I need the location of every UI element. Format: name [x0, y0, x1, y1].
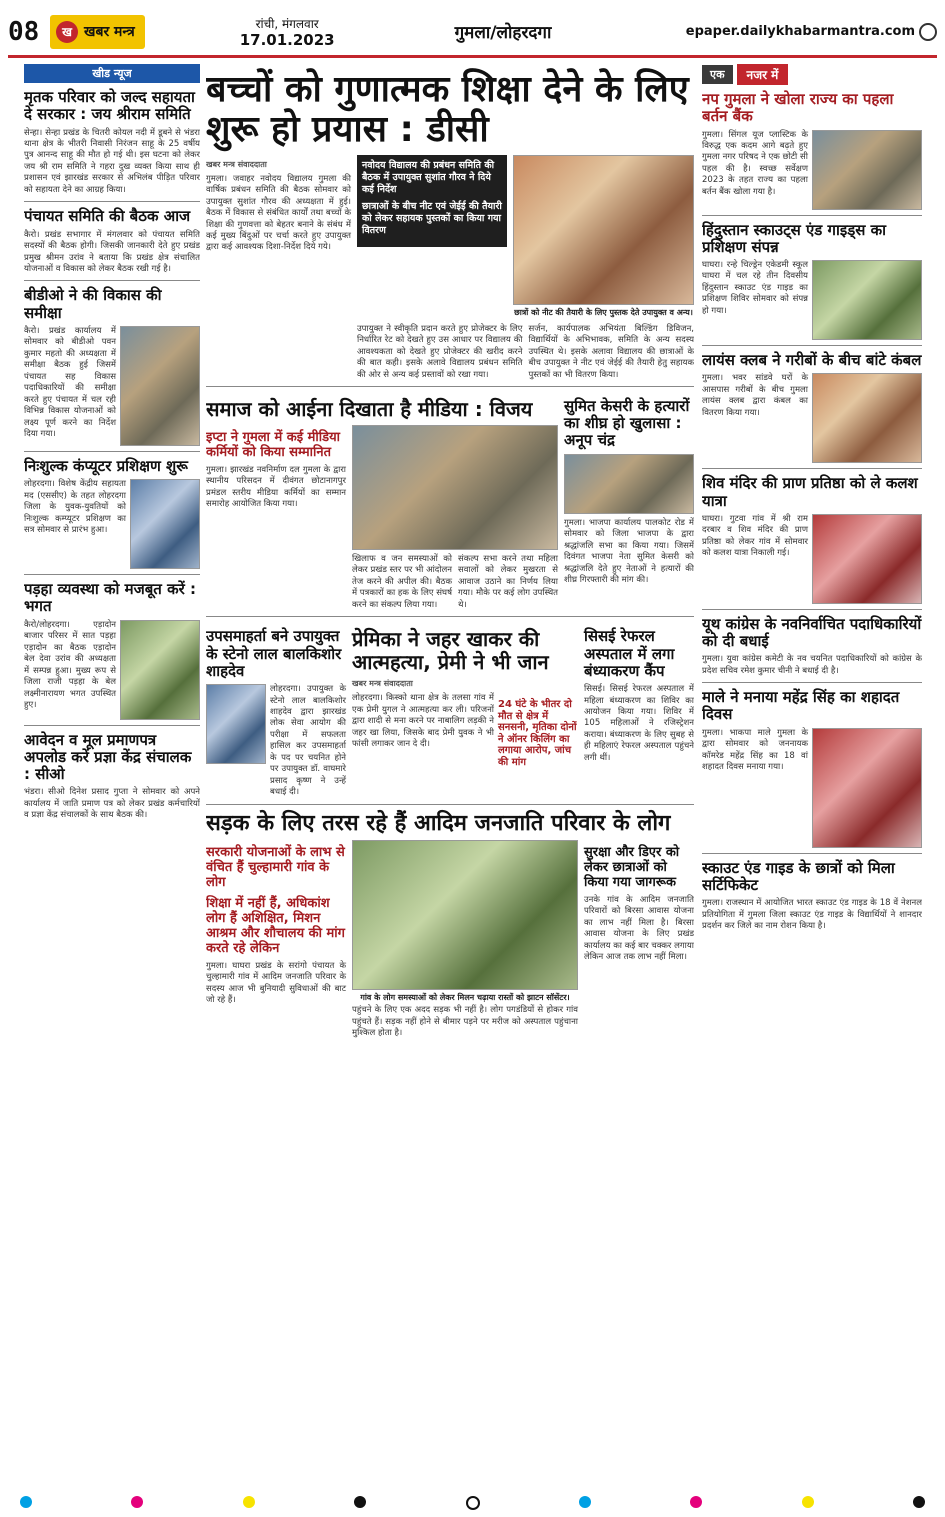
media-photo[interactable]	[352, 425, 558, 550]
story-headline[interactable]: यूथ कांग्रेस के नवनिर्वाचित पदाधिकारियों को दी बधाई	[702, 614, 922, 650]
story-text: गुमला। राजस्थान में आयोजित भारत स्काउट एंड गाइड के 18 वें नेशनल प्रतियोगिता में गुमला जिला स्काउट एंड गाइड के विद्यार्थियों ने शानदार प्रदर्शन कर जिले का नाम रोशन किया है।	[702, 898, 922, 932]
brand-badge[interactable]	[50, 15, 145, 49]
city-day: रांची, मंगलवार	[255, 16, 319, 31]
section-title: गुमला/लोहरदगा	[454, 23, 552, 43]
divider	[24, 201, 200, 202]
sadak-headline[interactable]: सड़क के लिए तरस रहे हैं आदिम जनजाति परिवार के लोग	[206, 810, 671, 836]
story-headline[interactable]: मृतक परिवार को जल्द सहायता दे सरकार : जय श्रीराम समिति	[24, 88, 195, 124]
upaskar-photo[interactable]	[206, 684, 266, 764]
registration-mark-icon	[466, 1496, 480, 1510]
photo-caption: गांव के लोग समस्याओं को लेकर मिलन चढ़ाया रास्तों को झाटन सॉसेंटर।	[360, 993, 570, 1003]
sumit-photo[interactable]	[564, 454, 694, 514]
divider	[702, 215, 922, 216]
divider	[206, 804, 694, 805]
registration-dot	[243, 1496, 255, 1508]
story-text: भंडरा। सीओ दिनेश प्रसाद गुप्ता ने सोमवार को अपने कार्यालय में जाति प्रमाण पत्र को लेकर प्रखंड कर्मचारियों व प्रज्ञा केंद्र संचालकों के साथ बैठक की।	[24, 787, 200, 821]
story-text: कैरो। प्रखंड कार्यालय में सोमवार को बीडीओ पवन कुमार महतो की अध्यक्षता में समीक्षा बैठक हुई जिसमें पंचायत सह विकास पदाधिकारियों की समीक्षा करते हुए पंचायत में चल रही विभिन्न विकास योजनाओं को लक्ष्य पूर्ण करने का निर्देश दिया गया।	[24, 325, 116, 440]
upaskar-text: लोहरदगा। उपायुक्त के स्टेनो लाल बालकिशोर शाहदेव द्वारा झारखंड लोक सेवा आयोग की परीक्षा में सफलता हासिल कर उपसमाहर्ता के पद पर चयनित होने पर उपायुक्त डॉ. वाघमारे प्रसाद कृष्ण ने उन्हें बधाई दी।	[270, 684, 346, 798]
story-photo[interactable]	[120, 326, 200, 446]
story-text: लोहरदगा। विशेष केंद्रीय सहायता मद (एससीए) के तहत लोहरदगा जिला के युवक-युवतियों को निःशुल्क कम्प्यूटर प्रशिक्षण का सत्र सोमवार से प्रारंभ हुआ।	[24, 479, 126, 536]
story-text: कैरो/लोहरदगा। एड़ादोन बाजार परिसर में सात पड़हा एड़ादोन का बैठक एड़ादोन बेल देवा उरांव की अध्यक्षता में सम्पन्न हुआ। मुख्य रूप से जिला राजी पड़हा के बेल लक्ष्मीनारायण भगत उपस्थित हुए।	[24, 619, 116, 710]
divider	[24, 451, 200, 452]
media-text: खिलाफ व जन समस्याओं को लेकर प्रखंड स्तर पर भी आंदोलन तेज करने की अपील की। बैठक में पत्रकारों का हक के लिए संघर्ष करने का संकल्प लिया गया।	[352, 553, 452, 610]
pointer-icon	[919, 23, 937, 41]
photo-caption: छात्रों को नीट की तैयारी के लिए पुस्तक देते उपायुक्त व अन्य।	[514, 307, 693, 317]
lead-text: सर्जन, कार्यपालक अभियंता बिल्डिंग डिविजन, विद्यार्थियों के अभिभावक, समिति के अन्य सदस्य उपस्थित थे। इसके अलावा विद्यालय की छात्राओं के बीच उपायुक्त ने नीट एवं जेईई की तैयारी हेतु सहायक पुस्तकों का भी वितरण किया।	[528, 323, 694, 380]
story-headline[interactable]: हिंदुस्तान स्काउट्स एंड गाइड्स का प्रशिक्षण संपन्न	[702, 220, 887, 256]
story-photo[interactable]	[120, 620, 200, 720]
story-text: गुमला। भवर सांडवे घरों के आसपास गरीबों के बीच गुमला लायंस क्लब द्वारा कंबल का वितरण किया गया।	[702, 373, 808, 418]
brand-name: खबर मन्त्र	[84, 24, 135, 40]
divider	[702, 609, 922, 610]
story-text: सेन्हा। सेन्हा प्रखंड के चितरी कोयल नदी में डूबने से भंडरा थाना क्षेत्र के भीतरी निवासी निरंजन साहू के 25 वर्षीय पुत्र आनन्द साहू की मौत हो गई थी। इस घटना को लेकर जय श्री राम समिति ने गहरा दुख व्यक्त किया साथ ही प्रशासन एवं झारखंड सरकार से अभिलंब पीड़ित परिवार को सहायता देने का आग्रह किया।	[24, 127, 200, 195]
epaper-url[interactable]: epaper.dailykhabarmantra.com	[685, 24, 915, 39]
sadak-photo[interactable]	[352, 840, 578, 990]
registration-dot	[802, 1496, 814, 1508]
divider	[206, 616, 694, 617]
registration-dot	[913, 1496, 925, 1508]
sadak-kicker: शिक्षा में नहीं हैं, अधिकांश लोग हैं अशिक्षित, मिशन आश्रम और शौचालय की मांग करते रहे लेकिन	[206, 895, 345, 956]
story-headline[interactable]: पंचायत समिति की बैठक आज	[24, 207, 191, 226]
ek-najar-tag	[702, 64, 922, 85]
media-kicker: इप्टा ने गुमला में कई मीडिया कर्मियों को किया सम्मानित	[206, 429, 341, 460]
divider	[24, 725, 200, 726]
story-text: घाघरा। रन्हे चिल्ड्रेन एकेडमी स्कूल घाघरा में चल रहे तीन दिवसीय हिंदुस्तान स्काउट एंड गाइड का प्रशिक्षण शिविर सोमवार को संपन्न हो गया।	[702, 260, 808, 316]
story-photo[interactable]	[812, 373, 922, 463]
date-block	[240, 16, 335, 48]
story-photo[interactable]	[812, 260, 922, 340]
registration-dot	[131, 1496, 143, 1508]
issue-date: 17.01.2023	[239, 30, 335, 49]
tag-ek: एक	[702, 65, 733, 84]
story-headline[interactable]: लायंस क्लब ने गरीबों के बीच बांटे कंबल	[702, 351, 922, 369]
divider	[206, 386, 694, 387]
sadak-text: गुमला। घाघरा प्रखंड के सरांगो पंचायत के चुल्हामारी गांव में आदिम जनजाति परिवार के सदस्य आज भी बुनियादी सुविधाओं की बाट जो रहे हैं।	[206, 960, 346, 1006]
story-headline[interactable]: स्काउट एंड गाइड के छात्रों को मिला सर्टिफिकेट	[702, 858, 895, 894]
sumit-text: गुमला। भाजपा कार्यालय पालकोट रोड में सोमवार को जिला भाजपा के द्वारा श्रद्धांजलि सभा का किया गया। जिसमें दिवंगत भाजपा नेता सुमित केसरी को श्रद्धांजलि देते हुए नेताओं ने हत्यारों की शीघ्र गिरफ्तारी की मांग की।	[564, 517, 694, 586]
story-text: कैरो। प्रखंड सभागार में मंगलवार को पंचायत समिति सदस्यों की बैठक होगी। जिसकी जानकारी देते हुए प्रखंड प्रमुख श्रीमन उरांव ने बताया कि प्रखंड क्षेत्र संचालित योजनाओं व विकास को लेकर बैठक रखी गई है।	[24, 229, 200, 274]
lead-highlights	[357, 155, 507, 247]
story-headline[interactable]: आवेदन व मूल प्रमाणपत्र अपलोड करें प्रज्ञा केंद्र संचालक : सीओ	[24, 730, 192, 784]
sumit-headline[interactable]: सुमित केसरी के हत्यारों का शीघ्र हो खुलासा : अनूप चंद्र	[564, 396, 690, 450]
divider	[702, 853, 922, 854]
registration-dot	[354, 1496, 366, 1508]
upaskar-headline[interactable]: उपसमाहर्ता बने उपायुक्त के स्टेनो लाल बालकिशोर शाहदेव	[206, 627, 342, 680]
story-headline[interactable]: निःशुल्क कंप्यूटर प्रशिक्षण शुरू	[24, 456, 188, 475]
highlight-item: नवोदय विद्यालय की प्रबंधन समिति की बैठक में उपायुक्त सुशांत गौरव ने दिये कई निर्देश	[362, 159, 495, 196]
story-photo[interactable]	[812, 130, 922, 210]
story-text: गुमला। युवा कांग्रेस कमेटी के नव चयनित पदाधिकारियों को कांग्रेस के प्रदेश सचिव रमेश कुमार चीनी ने बधाई दी है।	[702, 654, 922, 676]
media-headline[interactable]: समाज को आईना दिखाता है मीडिया : विजय	[206, 396, 533, 421]
left-kicker: खीड न्यूज	[24, 64, 200, 83]
story-photo[interactable]	[812, 514, 922, 604]
highlight-item: छात्राओं के बीच नीट एवं जेईई की तैयारी को लेकर सहायक पुस्तकों का किया गया वितरण	[362, 200, 502, 237]
media-text: गुमला। झारखंड नवनिर्माण दल गुमला के द्वारा स्थानीय परिसदन में दीवंगत छोटानागपुर प्रमंडल स्तरीय मीडिया कर्मियों का सम्मान समारोह आयोजित किया गया।	[206, 464, 346, 510]
divider	[24, 574, 200, 575]
sadak-text: पहुंचने के लिए एक अदद सड़क भी नहीं है। लोग पगडंडियों से होकर गांव पहुंचते हैं। सड़क नहीं होने से बीमार पड़ने पर मरीज को अस्पताल पहुंचाना मुश्किल होता है।	[352, 1005, 578, 1038]
masthead-bar	[8, 8, 937, 58]
divider	[702, 468, 922, 469]
story-headline[interactable]: माले ने मनाया महेंद्र सिंह का शहादत दिवस	[702, 688, 900, 724]
registration-dot	[20, 1496, 32, 1508]
right-column	[702, 64, 922, 1484]
lead-text: उपायुक्त ने स्वीकृति प्रदान करते हुए प्रोजेक्टर के लिए निर्धारित रेट को देखते हुए उस आधार पर विद्यालय की आवश्यकता को देखते हुए प्रोजेक्टर की खरीद करने की बात कही। इसके अलावे विद्यालय प्रबंधन समिति की ओर से अन्य कई प्रस्तावों को रखा गया।	[357, 323, 523, 380]
story-headline[interactable]: नप गुमला ने खोला राज्य का पहला बर्तन बैंक	[702, 90, 894, 126]
brand-logo-icon: ख	[56, 21, 78, 43]
premika-text: लोहरदगा। किस्को थाना क्षेत्र के तलसा गांव में एक प्रेमी युगल ने आत्महत्या कर ली। परिजनों द्वारा शादी से मना करने पर नाबालिग लड़की ने जहर खा लिया, जिसके बाद प्रेमी युवक ने भी फांसी लगाकर जान दे दी।	[352, 693, 494, 750]
premika-callout: 24 घंटे के भीतर दो मौत से क्षेत्र में सनसनी, मृतिका दोनों ने ऑनर किलिंग का लगाया आरोप, जांच की मांग	[498, 699, 577, 768]
tag-najar: नजर में	[737, 64, 789, 85]
story-photo[interactable]	[130, 479, 200, 569]
story-headline[interactable]: शिव मंदिर की प्राण प्रतिष्ठा को ले कलश यात्रा	[702, 474, 918, 510]
story-text: गुमला। भाकपा माले गुमला के द्वारा सोमवार को जननायक कॉमरेड महेंद्र सिंह का 18 वां शहादत दिवस मनाया गया।	[702, 727, 808, 773]
story-text: घाघरा। गुटवा गांव में श्री राम दरबार व शिव मंदिर की प्राण प्रतिष्ठा को लेकर गांव में सोमवार को कलश यात्रा निकाली गई।	[702, 513, 808, 559]
story-photo[interactable]	[812, 728, 922, 848]
divider	[702, 345, 922, 346]
lead-text: गुमला। जवाहर नवोदय विद्यालय गुमला की वार्षिक प्रबंधन समिति की बैठक सोमवार को उपायुक्त सुशांत गौरव की अध्यक्षता में हुई। बैठक में विकास से संबंधित कार्यों तथा बच्चों के शिक्षा की गुणवत्ता को बेहतर बनाने के संबंध में कई मुख्य बिंदुओं पर चर्चा करते हुए उपायुक्त द्वारा कई आवश्यक दिशा-निर्देश दिये गये।	[206, 173, 351, 253]
sadak-kicker: सुरक्षा और डिएर को लेकर छात्राओं को किया गया जागरूक	[584, 845, 680, 890]
byline: खबर मन्त्र संवाददाता	[352, 679, 413, 689]
story-headline[interactable]: बीडीओ ने की विकास की समीक्षा	[24, 286, 162, 322]
sisai-headline[interactable]: सिसई रेफरल अस्पताल में लगा बंध्याकरण कैंप	[584, 627, 675, 680]
story-text: गुमला। सिंगल यूज प्लास्टिक के विरुद्ध एक कदम आगे बढ़ते हुए गुमला नगर परिषद ने एक छोटी सी पहल की है। स्वच्छ सर्वेक्षण 2023 के तहत राज्य का पहला बर्तन बैंक खोला गया है।	[702, 129, 808, 197]
divider	[702, 682, 922, 683]
epaper-link[interactable]	[686, 23, 937, 41]
divider	[24, 280, 200, 281]
page-number: 08	[8, 16, 40, 47]
story-headline[interactable]: पड़हा व्यवस्था को मजबूत करें : भगत	[24, 580, 196, 616]
byline: खबर मन्त्र संवाददाता	[206, 159, 267, 169]
registration-dot	[579, 1496, 591, 1508]
premika-headline[interactable]: प्रेमिका ने जहर खाकर की आत्महत्या, प्रेमी ने भी जान	[352, 627, 549, 675]
sisai-text: सिसई। सिसई रेफरल अस्पताल में महिला बंध्याकरण का शिविर का आयोजन किया गया। शिविर में 105 महिलाओं ने रजिस्ट्रेशन कराया। बंध्याकरण के लिए सुबह से ही महिलाएं रेफरल अस्पताल पहुंचने लगी थीं।	[584, 684, 694, 763]
sadak-text: उनके गांव के आदिम जनजाति परिवारों को बिरसा आवास योजना का लाभ नहीं मिला है। बिरसा आवास योजना के लिए प्रखंड कार्यालय का कई बार चक्कर लगाया लेकिन आज तक लाभ नहीं मिला।	[584, 894, 694, 963]
print-registration-marks	[0, 1496, 945, 1510]
lead-headline[interactable]: बच्चों को गुणात्मक शिक्षा देने के लिए शुरू हो प्रयास : डीसी	[206, 69, 689, 151]
media-text: संकल्प सभा करने तथा महिला सवालों को लेकर मुखरता से आवाज उठाने का निर्णय लिया गया। मौके पर कई लोग उपस्थित थे।	[458, 553, 558, 610]
center-column	[206, 64, 694, 1484]
left-column	[24, 64, 200, 1484]
lead-photo[interactable]	[513, 155, 694, 305]
sadak-kicker: सरकारी योजनाओं के लाभ से वंचित हैं चुल्हामारी गांव के लोग	[206, 845, 345, 890]
registration-dot	[690, 1496, 702, 1508]
